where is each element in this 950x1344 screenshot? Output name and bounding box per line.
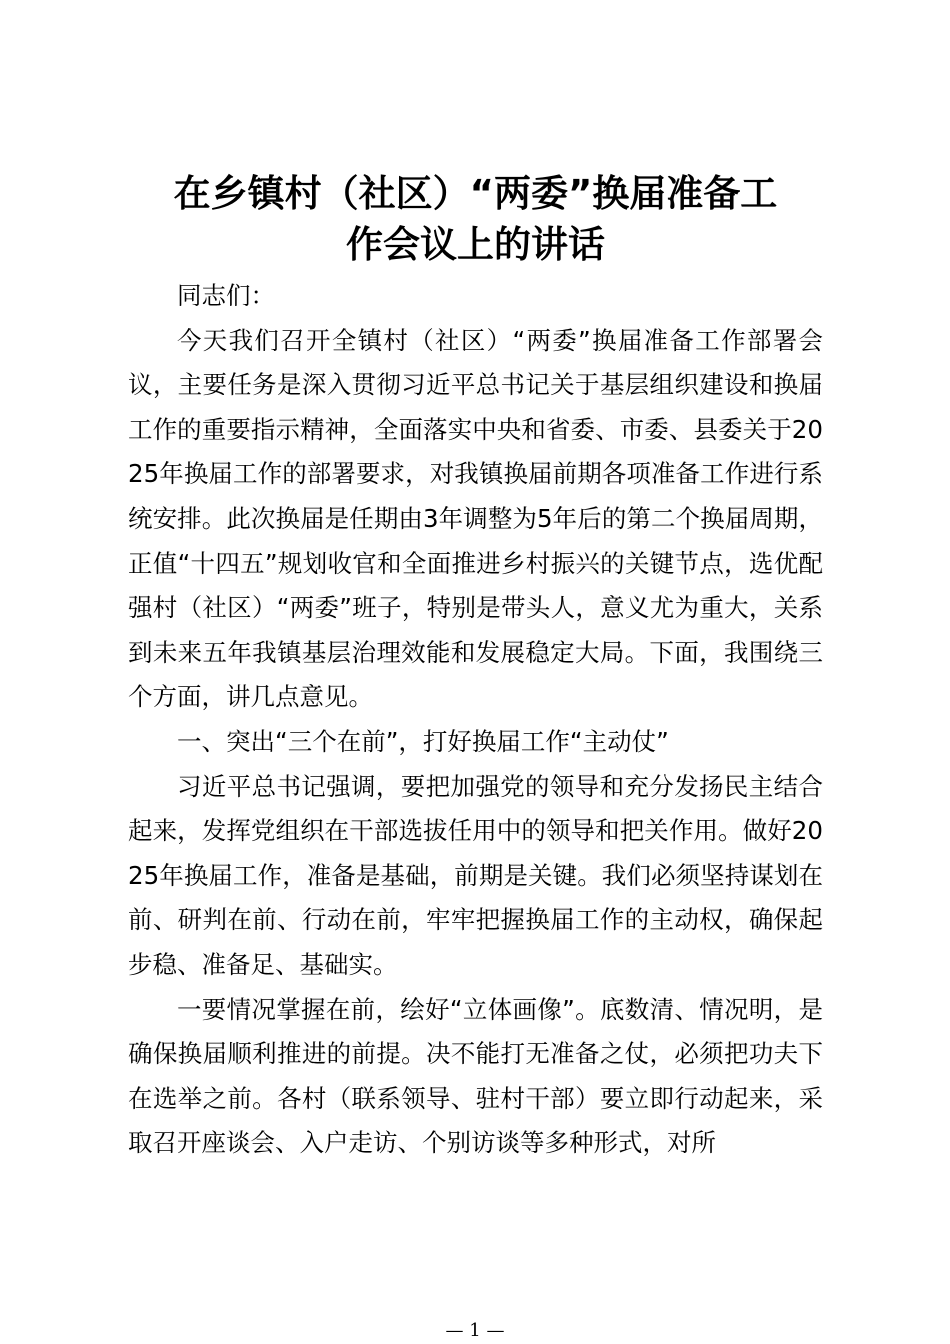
- document-title: [128, 168, 823, 270]
- salutation: 同志们：: [177, 281, 275, 310]
- section-1-paragraph-1: 习近平总书记强调，要把加强党的领导和充分发扬民主结合起来，发挥党组织在干部选拔任用中的领导和把关作用。做好2025年换届工作，准备是基础，前期是关键。我们必须坚持谋划在前、研判在前、行动在前，牢牢把握换届工作的主动权，确保起步稳、准备足、基础实。: [128, 771, 823, 979]
- intro-paragraph: 今天我们召开全镇村（社区）“两委”换届准备工作部署会议，主要任务是深入贯彻习近平总书记关于基层组织建设和换届工作的重要指示精神，全面落实中央和省委、市委、县委关于2025年换届工作的部署要求，对我镇换届前期各项准备工作进行系统安排。此次换届是任期由3年调整为5年后的第二个换届周期，正值“十四五”规划收官和全面推进乡村振兴的关键节点，选优配强村（社区）“两委”班子，特别是带头人，意义尤为重大，关系到未来五年我镇基层治理效能和发展稳定大局。下面，我围绕三个方面，讲几点意见。: [128, 325, 823, 712]
- title-line-2: 作会议上的讲话: [346, 223, 605, 266]
- section-1-paragraph-2: 一要情况掌握在前，绘好“立体画像”。底数清、情况明，是确保换届顺利推进的前提。决不能打无准备之仗，必须把功夫下在选举之前。各村（联系领导、驻村干部）要立即行动起来，采取召开座谈会、入户走访、个别访谈等多种形式，对所: [128, 994, 823, 1158]
- page-number: — 1 —: [445, 1320, 505, 1341]
- document-page: [128, 168, 823, 1166]
- section-1-heading: 一、突出“三个在前”，打好换届工作“主动仗”: [177, 726, 669, 756]
- title-line-1: 在乡镇村（社区）“两委”换届准备工: [173, 172, 778, 215]
